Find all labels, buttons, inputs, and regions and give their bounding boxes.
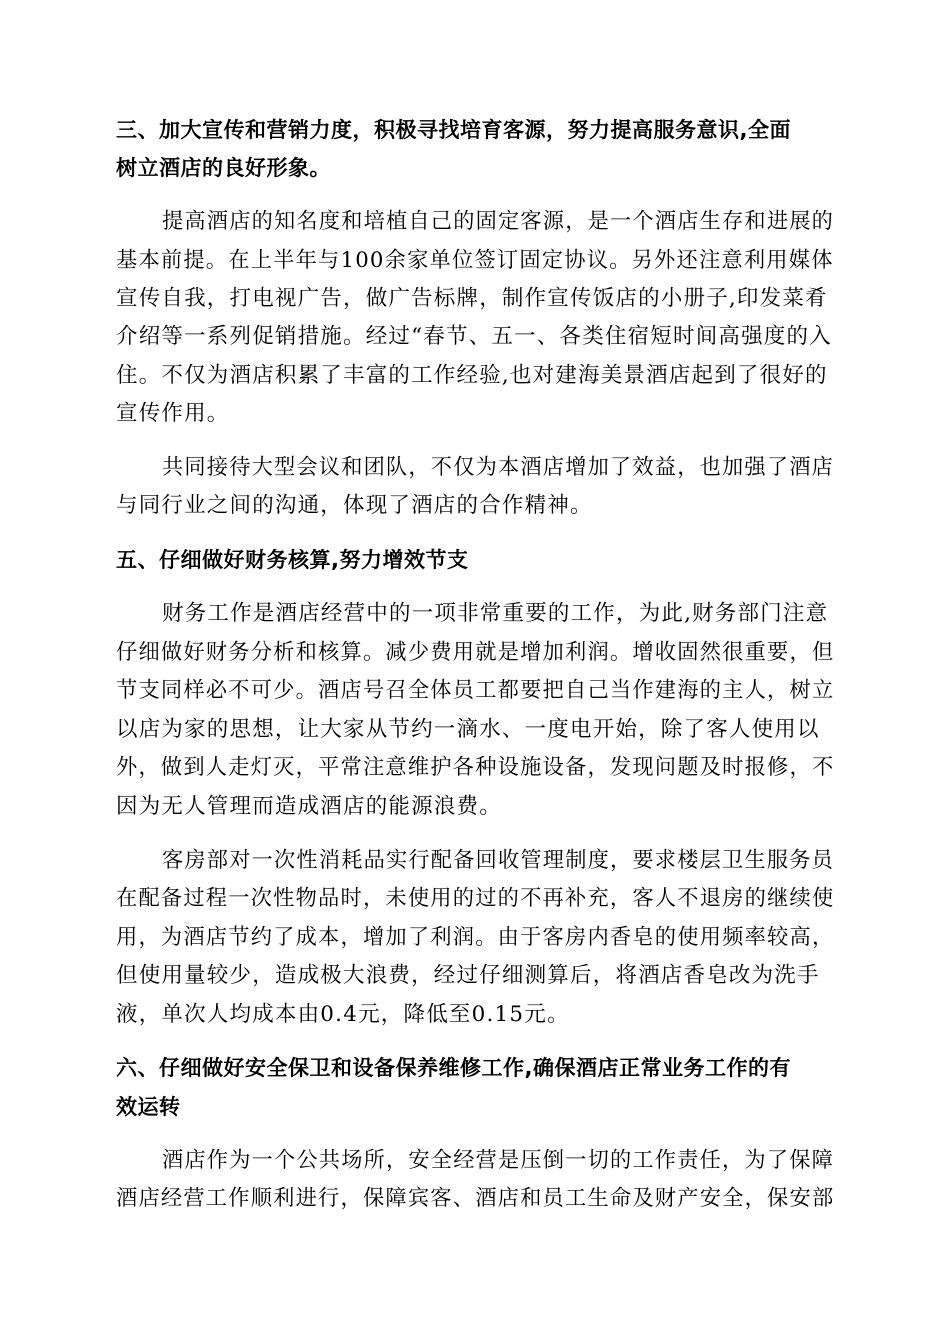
paragraph-4-line-4: 但使用量较少，造成极大浪费，经过仔细测算后，将酒店香皂改为洗手: [116, 963, 820, 988]
paragraph-3-line-2: 仔细做好财务分析和核算。减少费用就是增加利润。增收固然很重要，但: [116, 640, 835, 665]
paragraph-2-line-1: 共同接待大型会议和团队，不仅为本酒店增加了效益，也加强了酒店: [162, 455, 835, 480]
paragraph-4-line-5: 液，单次人均成本由0.4元，降低至0.15元。: [116, 1002, 570, 1027]
heading-3-line-2: 树立酒店的良好形象。: [116, 156, 331, 180]
paragraph-1-line-2: 基本前提。在上半年与100余家单位签订固定协议。另外还注意利用媒体: [116, 248, 834, 273]
paragraph-1-line-4: 介绍等一系列促销措施。经过“春节、五一、各类住宿短时间高强度的入: [116, 324, 832, 349]
heading-3-line-1: 三、加大宣传和营销力度，积极寻找培育客源，努力提高服务意识,全面: [116, 118, 791, 142]
paragraph-4-line-2: 在配备过程一次性物品时，未使用的过的不再补充，客人不退房的继续使: [116, 886, 835, 911]
paragraph-1-line-3: 宣传自我，打电视广告，做广告标牌，制作宣传饭店的小册子,印发菜肴: [116, 286, 828, 311]
heading-6-line-1: 六、仔细做好安全保卫和设备保养维修工作,确保酒店正常业务工作的有: [116, 1056, 791, 1080]
paragraph-4-line-1: 客房部对一次性消耗品实行配备回收管理制度，要求楼层卫生服务员: [162, 848, 835, 873]
paragraph-1-line-1: 提高酒店的知名度和培植自己的固定客源，是一个酒店生存和进展的: [162, 209, 835, 234]
heading-6-line-2: 效运转: [116, 1095, 181, 1119]
paragraph-4-line-3: 用，为酒店节约了成本，增加了利润。由于客房内香皂的使用频率较高，: [116, 925, 835, 950]
paragraph-3-line-5: 外，做到人走灯灭，平常注意维护各种设施设备，发现问题及时报修，不: [116, 755, 835, 780]
paragraph-1-line-5: 住。不仅为酒店积累了丰富的工作经验,也对建海美景酒店起到了很好的: [116, 363, 828, 388]
paragraph-2-line-2: 与同行业之间的沟通，体现了酒店的合作精神。: [116, 493, 593, 518]
heading-5: 五、仔细做好财务核算,努力增效节支: [116, 548, 469, 572]
paragraph-3-line-1: 财务工作是酒店经营中的一项非常重要的工作，为此,财务部门注意: [162, 601, 829, 626]
paragraph-3-line-4: 以店为家的思想，让大家从节约一滴水、一度电开始，除了客人使用以: [116, 717, 820, 742]
paragraph-3-line-6: 因为无人管理而造成酒店的能源浪费。: [116, 794, 502, 819]
paragraph-5-line-2: 酒店经营工作顺利进行，保障宾客、酒店和员工生命及财产安全，保安部: [116, 1186, 835, 1211]
paragraph-3-line-3: 节支同样必不可少。酒店号召全体员工都要把自己当作建海的主人，树立: [116, 678, 835, 703]
paragraph-1-line-6: 宣传作用。: [116, 401, 230, 426]
paragraph-5-line-1: 酒店作为一个公共场所，安全经营是压倒一切的工作责任，为了保障: [162, 1148, 835, 1173]
